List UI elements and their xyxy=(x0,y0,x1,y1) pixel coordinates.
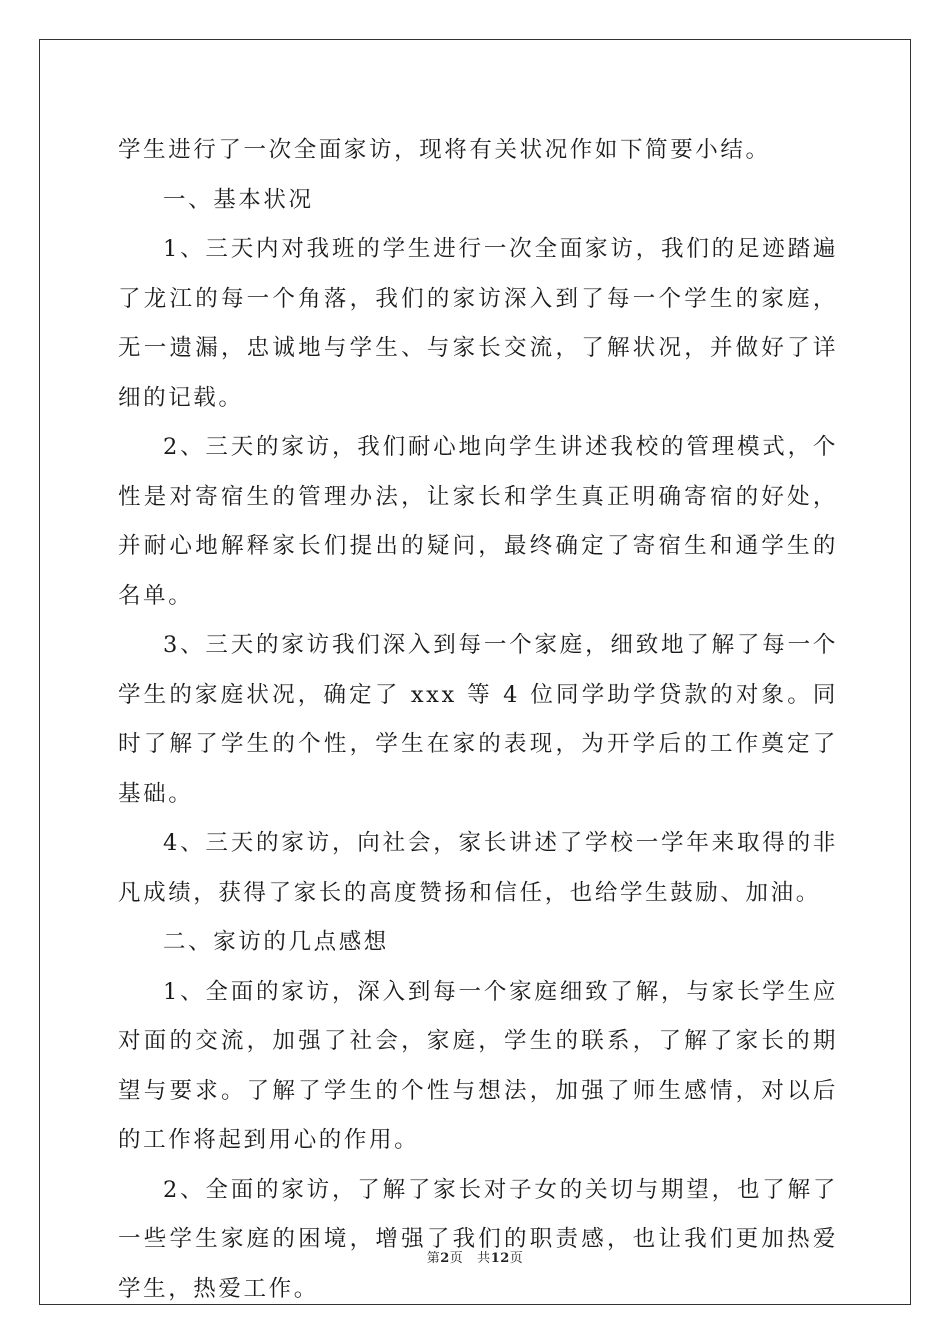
paragraph-8: 1、全面的家访，深入到每一个家庭细致了解，与家长学生应对面的交流，加强了社会，家庭，学生的联系，了解了家长的期望与要求。了解了学生的个性与想法，加强了师生感情，对以后的工作将起到用心的作用。 xyxy=(118,978,838,1153)
section-heading-reflections: 二、家访的几点感想 xyxy=(163,929,389,955)
paragraph-9: 2、全面的家访，了解了家长对子女的关切与期望，也了解了一些学生家庭的困境，增强了我们的职责感，也让我们更加热爱学生，热爱工作。 xyxy=(118,1176,838,1302)
paragraph-6: 4、三天的家访，向社会，家长讲述了学校一学年来取得的非凡成绩，获得了家长的高度赞扬和信任，也给学生鼓励、加油。 xyxy=(118,830,838,906)
page-prefix: 第 xyxy=(426,1251,441,1266)
page-number: 2 xyxy=(440,1251,450,1266)
page-footer xyxy=(0,1247,950,1266)
paragraph-5: 3、三天的家访我们深入到每一个家庭，细致地了解了每一个学生的家庭状况，确定了 xxx 等 4 位同学助学贷款的对象。同时了解了学生的个性，学生在家的表现，为开学后的工作奠定了基础。 xyxy=(118,632,838,807)
total-prefix: 共 xyxy=(477,1251,491,1266)
paragraph-3: 1、三天内对我班的学生进行一次全面家访，我们的足迹踏遍了龙江的每一个角落，我们的家访深入到了每一个学生的家庭，无一遗漏，忠诚地与学生、与家长交流，了解状况，并做好了详细的记载。 xyxy=(118,236,838,411)
paragraph-1: 学生进行了一次全面家访，现将有关状况作如下简要小结。 xyxy=(118,137,771,163)
total-suffix: 页 xyxy=(509,1251,524,1266)
paragraph-4: 2、三天的家访，我们耐心地向学生讲述我校的管理模式，个性是对寄宿生的管理办法，让家长和学生真正明确寄宿的好处，并耐心地解释家长们提出的疑问，最终确定了寄宿生和通学生的名单。 xyxy=(118,434,838,609)
section-heading-basic-situation: 一、基本状况 xyxy=(163,186,314,213)
document-body xyxy=(118,126,838,1314)
total-pages: 12 xyxy=(490,1251,510,1266)
page-suffix: 页 xyxy=(449,1251,464,1266)
